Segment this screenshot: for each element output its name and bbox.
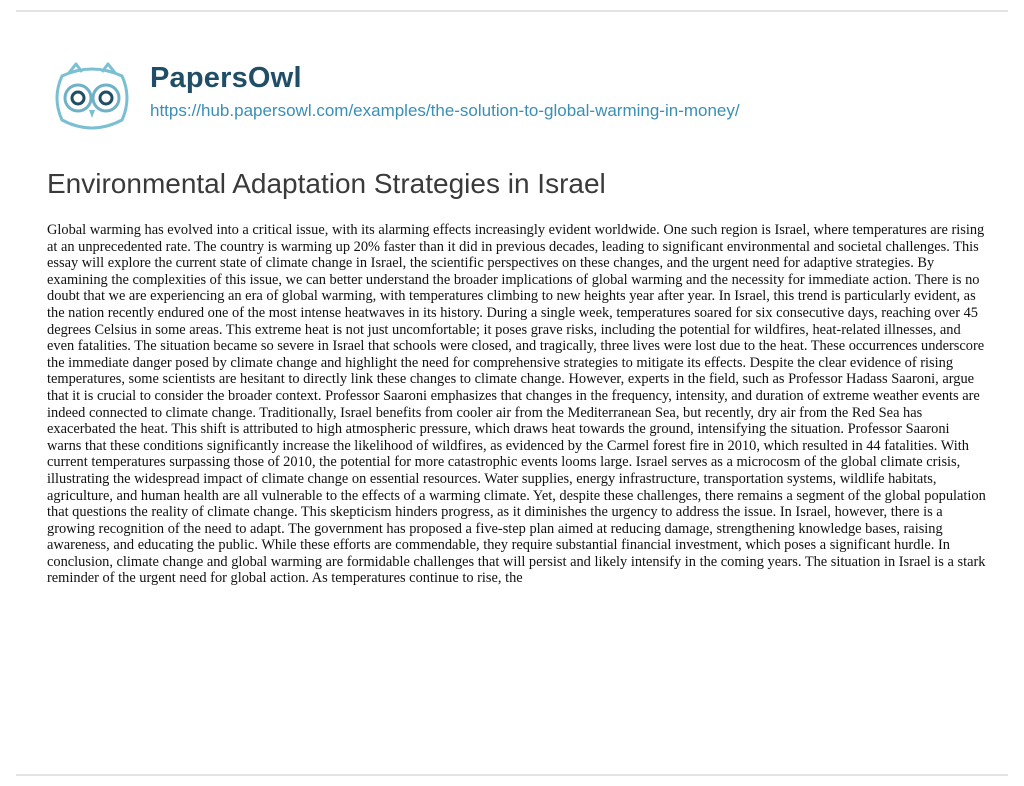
source-url-link[interactable]: https://hub.papersowl.com/examples/the-solution-to-global-warming-in-money/ [150, 101, 740, 120]
bottom-border [16, 774, 1008, 776]
document-title: Environmental Adaptation Strategies in Israel [47, 168, 606, 199]
top-border [16, 10, 1008, 12]
document-body: Global warming has evolved into a critical issue, with its alarming effects increasingly evident worldwide. One such region is Israel, where temperatures are rising at an unprecedented rate. The country is warming up 20% faster than it did in previous decades, leading to significant environmental and societal challenges. This essay will explore the current state of climate change in Israel, the scientific perspectives on these changes, and the urgent need for adaptive strategies. By examining the complexities of this issue, we can better understand the broader implications of global warming and the necessity for immediate action. There is no doubt that we are experiencing an era of global warming, with temperatures climbing to new heights year after year. In Israel, this trend is particularly evident, as the nation recently endured one of the most intense heatwaves in its history. During a single week, temperatures soared for six consecutive days, reaching over 45 degrees Celsius in some areas. This extreme heat is not just uncomfortable; it poses grave risks, including the potential for wildfires, heat-related illnesses, and even fatalities. The situation became so severe in Israel that schools were closed, and tragically, three lives were lost due to the heat. These occurrences underscore the immediate danger posed by climate change and highlight the need for comprehensive strategies to mitigate its effects. Despite the clear evidence of rising temperatures, some scientists are hesitant to directly link these changes to climate change. However, experts in the field, such as Professor Hadass Saaroni, argue that it is crucial to consider the broader context. Professor Saaroni emphasizes that changes in the frequency, intensity, and duration of extreme weather events are indeed connected to climate change. Traditionally, Israel benefits from cooler air from the Mediterranean Sea, but recently, dry air from the Red Sea has exacerbated the heat. This shift is attributed to high atmospheric pressure, which draws heat towards the ground, intensifying the situation. Professor Saaroni warns that these conditions significantly increase the likelihood of wildfires, as evidenced by the Carmel forest fire in 2010, which resulted in 44 fatalities. With current temperatures surpassing those of 2010, the potential for more catastrophic events looms large. Israel serves as a microcosm of the global climate crisis, illustrating the widespread impact of climate change on essential resources. Water supplies, energy infrastructure, transportation systems, wildlife habitats, agriculture, and human health are all vulnerable to the effects of a warming climate. Yet, despite these challenges, there remains a segment of the global population that questions the reality of climate change. This skepticism hinders progress, as it diminishes the urgency to address the issue. In Israel, however, there is a growing recognition of the need to adapt. The government has proposed a five-step plan aimed at reducing damage, strengthening knowledge bases, raising awareness, and educating the public. While these efforts are commendable, they require substantial financial investment, which poses a significant hurdle. In conclusion, climate change and global warming are formidable challenges that will persist and likely intensify in the coming years. The situation in Israel is a stark reminder of the urgent need for global action. As temperatures continue to rise, the [47, 222, 986, 587]
owl-logo-icon [48, 58, 136, 138]
brand-name[interactable]: PapersOwl [150, 62, 302, 94]
brand-block [150, 58, 740, 121]
header [48, 58, 740, 138]
